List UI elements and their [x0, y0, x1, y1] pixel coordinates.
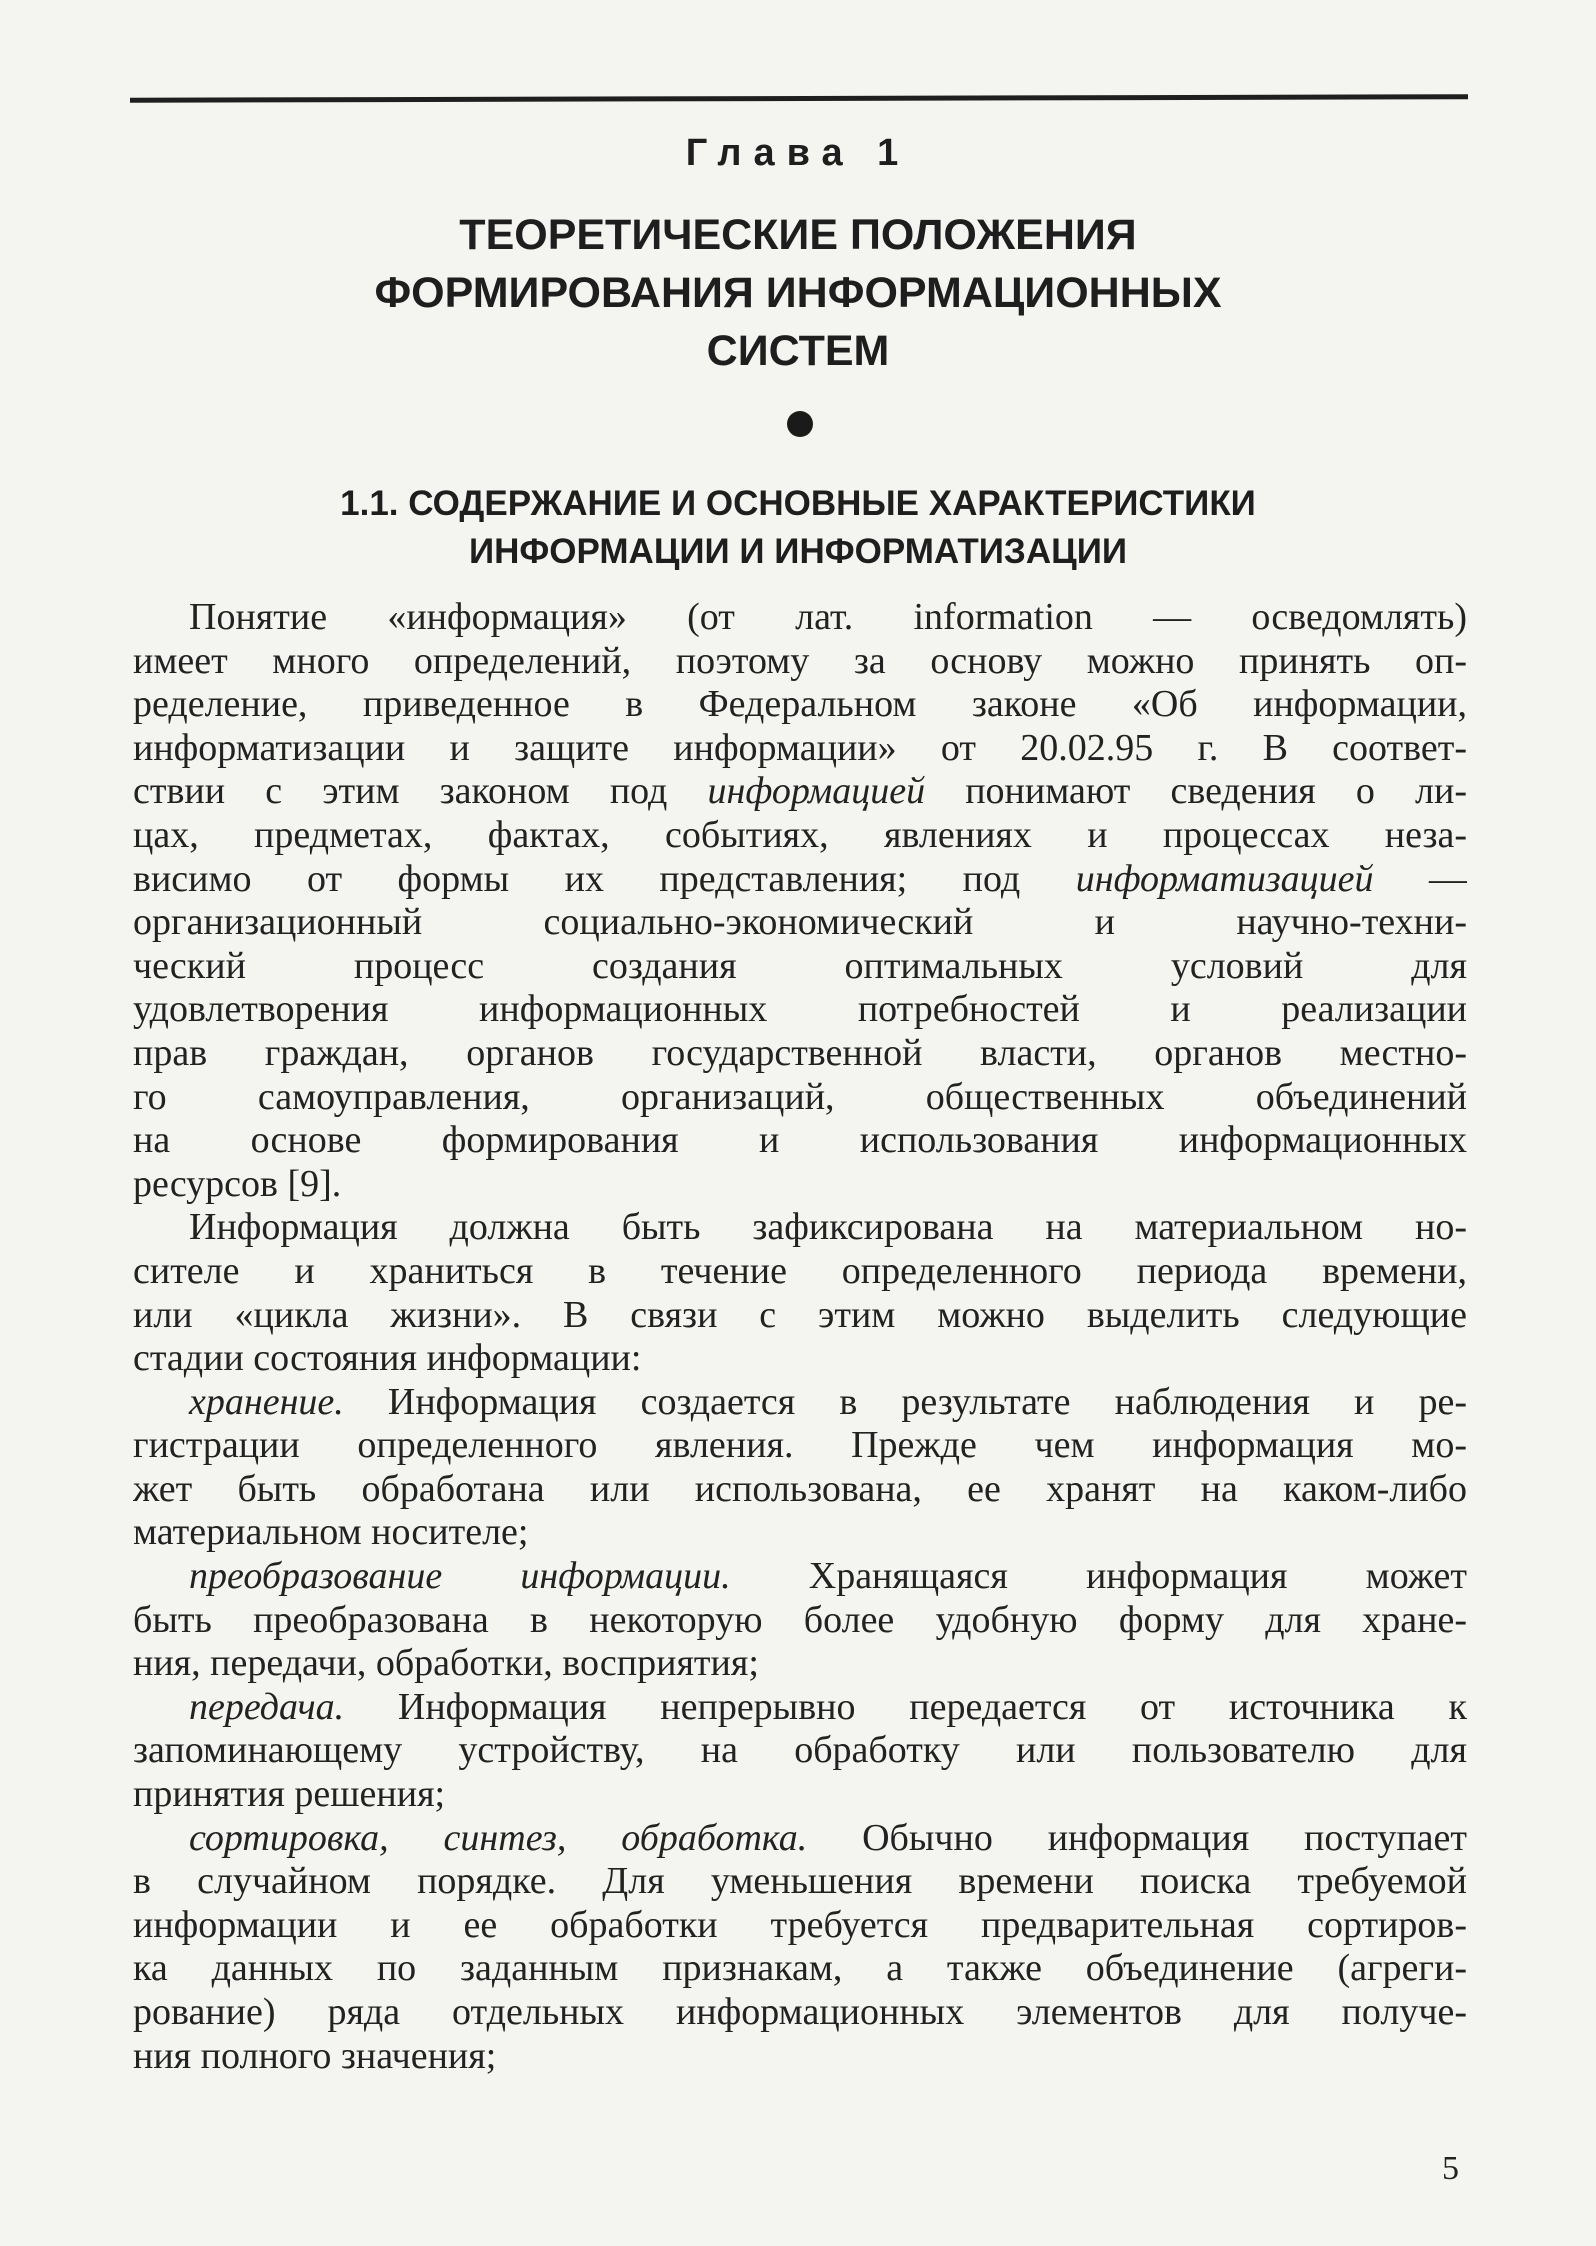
text-run: рование) ряда отдельных информационных элементов для получе- — [133, 1991, 1467, 2033]
text-line — [133, 1599, 1467, 1643]
italic-term: хранение. — [189, 1380, 344, 1423]
ornament-dot — [787, 411, 813, 437]
italic-term: преобразование информации. — [189, 1555, 731, 1598]
text-run: организационный социально-экономический и научно-техни- — [133, 901, 1467, 944]
text-line — [133, 901, 1467, 945]
italic-term: передача. — [189, 1685, 345, 1728]
top-rule — [130, 94, 1468, 103]
text-run: Информация должна быть зафиксирована на материальном но- — [189, 1206, 1467, 1249]
text-line — [133, 1119, 1467, 1163]
page-number: 5 — [1442, 2150, 1459, 2187]
text-line — [133, 1424, 1467, 1468]
chapter-title — [0, 206, 1596, 380]
text-run: принятия решения; — [133, 1773, 446, 1816]
section-title-line: ИНФОРМАЦИИ И ИНФОРМАТИЗАЦИИ — [468, 532, 1128, 571]
text-line — [133, 1468, 1467, 1512]
text-line — [133, 1294, 1467, 1338]
text-line — [133, 770, 1467, 814]
text-run: или «цикла жизни». В связи с этим можно выделить следующие — [133, 1293, 1467, 1336]
text-run: ствии с этим законом под — [133, 770, 708, 813]
text-run: висимо от формы их представления; под — [133, 857, 1076, 900]
text-line — [133, 683, 1467, 727]
text-line — [133, 945, 1467, 989]
text-run: прав граждан, органов государственной власти, органов местно- — [133, 1031, 1467, 1074]
text-run: ния, передачи, обработки, восприятия; — [133, 1642, 759, 1685]
text-line — [133, 1250, 1467, 1294]
text-run: жет быть обработана или использована, ее хранят на каком-либо — [133, 1467, 1467, 1510]
text-run: ния полного значения; — [133, 2034, 497, 2077]
text-line — [133, 596, 1467, 640]
text-run: стадии состояния информации: — [133, 1337, 642, 1380]
text-run: сителе и храниться в течение определенного периода времени, — [133, 1249, 1467, 1292]
text-run: на основе формирования и использования информационных — [133, 1119, 1467, 1162]
text-line — [133, 727, 1467, 771]
text-run: информатизации и защите информации» от 20.02.95 г. В соответ- — [133, 726, 1467, 769]
chapter-title-line: ТЕОРЕТИЧЕСКИЕ ПОЛОЖЕНИЯ — [459, 211, 1137, 259]
text-line — [133, 1163, 1467, 1207]
text-line — [133, 1206, 1467, 1250]
text-run: го самоуправления, организаций, общественных объединений — [133, 1075, 1467, 1118]
section-title-line: 1.1. СОДЕРЖАНИЕ И ОСНОВНЫЕ ХАРАКТЕРИСТИКИ — [340, 484, 1256, 523]
text-run: Обычно информация поступает — [807, 1816, 1467, 1859]
text-run: Информация непрерывно передается от источника к — [344, 1685, 1467, 1728]
text-line — [133, 1686, 1467, 1730]
text-run: имеет много определений, поэтому за основу можно принять оп- — [133, 639, 1467, 682]
text-line — [133, 1729, 1467, 1773]
text-line — [133, 1337, 1467, 1381]
text-line — [133, 1947, 1467, 1991]
text-run: ресурсов [9]. — [133, 1162, 342, 1205]
text-run: гистрации определенного явления. Прежде чем информация мо- — [133, 1424, 1467, 1467]
text-run: удовлетворения информационных потребностей и реализации — [133, 988, 1467, 1031]
text-run: запоминающему устройству, на обработку или пользователю для — [133, 1729, 1467, 1772]
text-run: ческий процесс создания оптимальных условий для — [133, 944, 1467, 987]
text-line — [133, 1904, 1467, 1948]
text-run: — — [1373, 857, 1467, 900]
text-line — [133, 1773, 1467, 1817]
text-line — [133, 1381, 1467, 1425]
text-run: ка данных по заданным признакам, а также объединение (агреги- — [133, 1947, 1467, 1990]
chapter-label: Глава 1 — [685, 132, 911, 174]
text-line — [133, 1555, 1467, 1599]
text-line — [133, 1642, 1467, 1686]
text-run: Хранящаяся информация может — [730, 1555, 1467, 1598]
text-run: ределение, приведенное в Федеральном законе «Об информации, — [133, 683, 1467, 726]
text-line — [133, 988, 1467, 1032]
text-line — [133, 858, 1467, 902]
text-run: информации и ее обработки требуется предварительная сортиров- — [133, 1903, 1467, 1946]
text-run: цах, предметах, фактах, событиях, явлениях и процессах неза- — [133, 813, 1467, 856]
text-run: Понятие «информация» (от лат. information — осведомлять) — [189, 596, 1467, 638]
text-line — [133, 1511, 1467, 1555]
text-line — [133, 2035, 1467, 2079]
text-line — [133, 640, 1467, 684]
text-line — [133, 1817, 1467, 1861]
italic-term: информатизацией — [1075, 857, 1374, 900]
italic-term: сортировка, синтез, обработка. — [189, 1816, 808, 1859]
text-run: быть преобразована в некоторую более удобную форму для хране- — [133, 1598, 1467, 1641]
body-text — [133, 596, 1467, 2078]
chapter-title-line: СИСТЕМ — [706, 327, 890, 375]
text-run: понимают сведения о ли- — [925, 770, 1467, 813]
text-line — [133, 1860, 1467, 1904]
text-run: материальном носителе; — [133, 1511, 529, 1554]
chapter-title-line: ФОРМИРОВАНИЯ ИНФОРМАЦИОННЫХ — [374, 269, 1222, 317]
text-line — [133, 1076, 1467, 1120]
section-title — [0, 480, 1596, 576]
text-line — [133, 814, 1467, 858]
text-run: в случайном порядке. Для уменьшения времени поиска требуемой — [133, 1860, 1467, 1903]
italic-term: информацией — [707, 770, 926, 813]
text-run: Информация создается в результате наблюдения и ре- — [343, 1380, 1467, 1423]
text-line — [133, 1032, 1467, 1076]
text-line — [133, 1991, 1467, 2035]
